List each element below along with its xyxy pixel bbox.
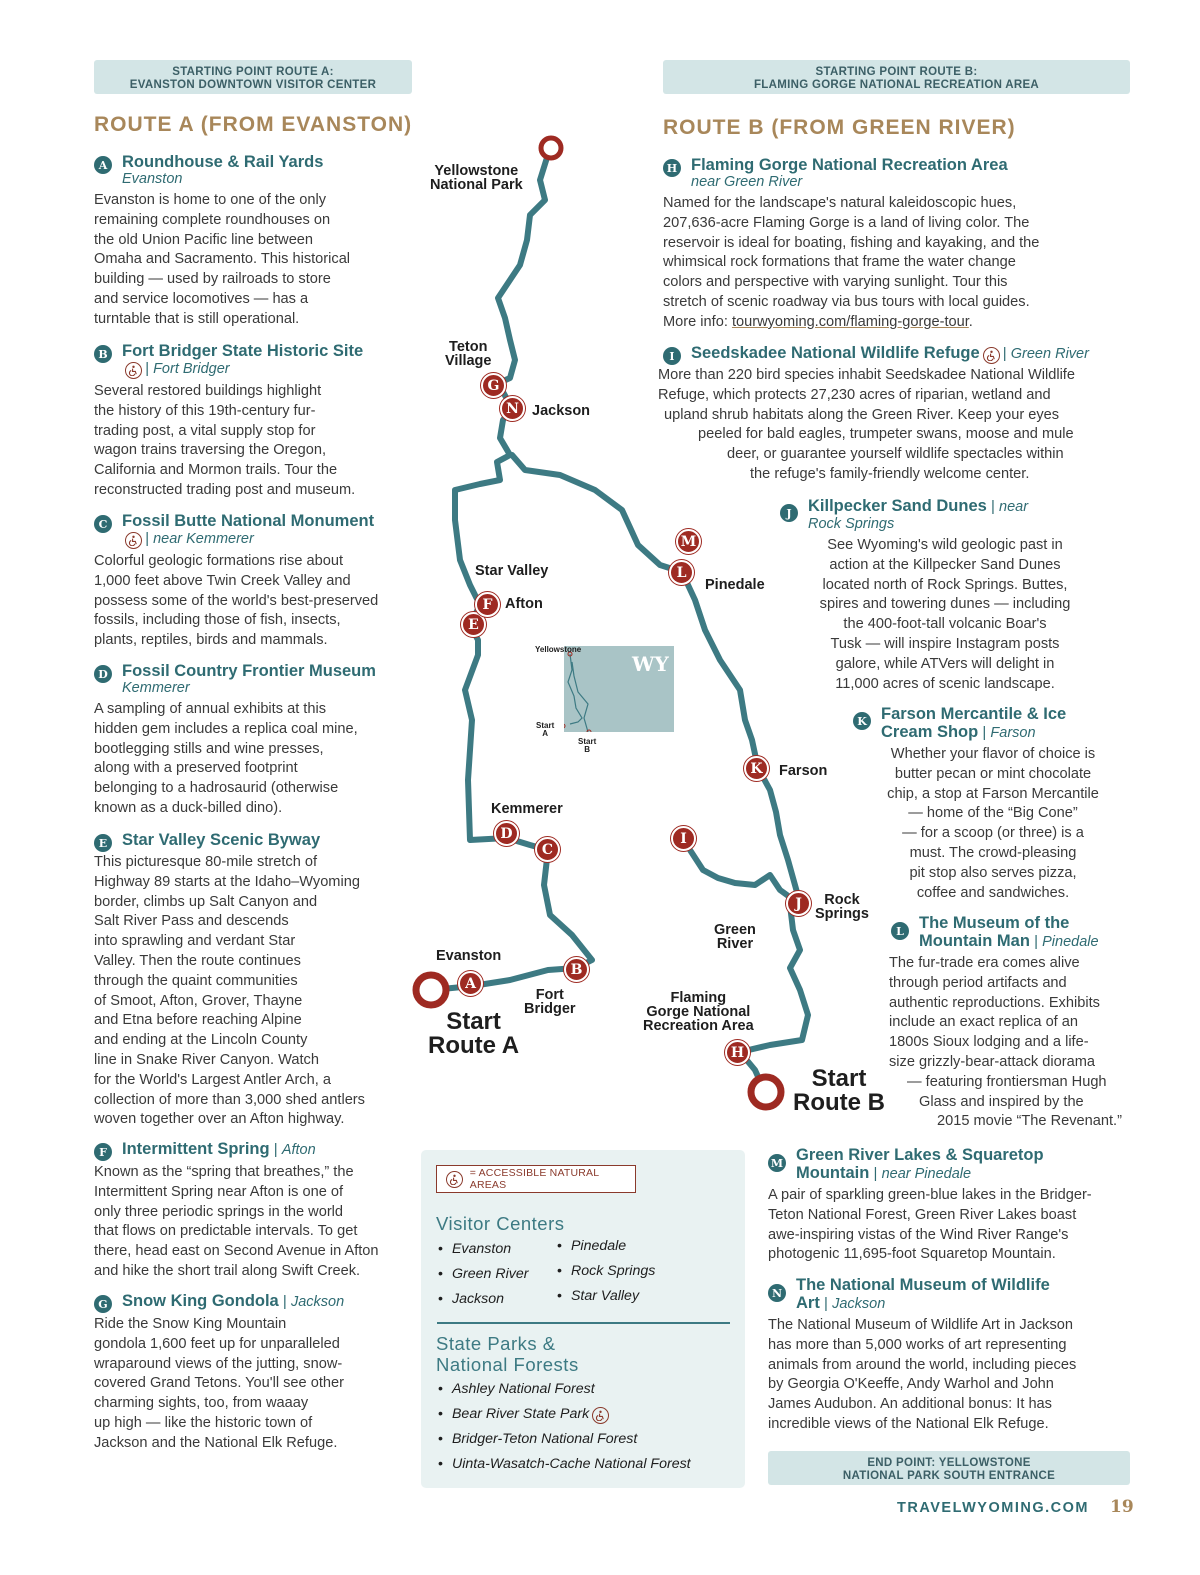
body-line: through period artifacts and xyxy=(889,974,1067,991)
letter-badge: B xyxy=(94,345,112,363)
body-line: A pair of sparkling green-blue lakes in the Bridger- xyxy=(768,1187,1092,1203)
heading-line: National Forests xyxy=(436,1354,579,1375)
pinedale-label: Pinedale xyxy=(705,577,765,593)
inset-state-label: WY xyxy=(632,652,669,676)
entry-location: Kemmerer xyxy=(122,680,190,696)
route-b-heading: ROUTE B (FROM GREEN RIVER) xyxy=(663,116,1016,139)
map-pin-i[interactable]: I xyxy=(671,826,696,851)
body-line: 2015 movie “The Revenant.” xyxy=(937,1113,1122,1130)
entry-title: Fossil Country Frontier Museum xyxy=(122,662,376,680)
map-pin-g[interactable]: G xyxy=(481,373,506,398)
body-line: located north of Rock Springs. Buttes, xyxy=(822,576,1068,593)
map-pin-a[interactable]: A xyxy=(458,971,483,996)
label-line: Start xyxy=(811,1065,867,1092)
website-url[interactable]: TRAVELWYOMING.COM xyxy=(897,1500,1089,1516)
body-line: up high — like the historic town of xyxy=(94,1414,313,1431)
entry-title: Star Valley Scenic Byway xyxy=(122,831,321,849)
banner-line: END POINT: YELLOWSTONE xyxy=(867,1457,1031,1469)
body-line: the history of this 19th-century fur- xyxy=(94,402,316,419)
entry-c: C Fossil Butte National Monument | near Kemmerer Colorful geologic formations rise about 1,000 feet above Twin Creek Valley and possess some of the world's best-preserved fossils, including those of fish, insects, plants, reptiles, birds and mammals. xyxy=(94,512,414,651)
body-line: border, climbs up Salt Canyon and xyxy=(94,893,318,910)
inset-start-b-label xyxy=(578,738,596,754)
visitor-center-item: • Rock Springs xyxy=(557,1263,655,1279)
letter-badge: K xyxy=(853,712,871,730)
body-line: Named for the landscape's natural kaleidoscopic hues, xyxy=(663,195,1017,211)
body-line: 1,000 feet above Twin Creek Valley and xyxy=(94,572,351,589)
body-line: known as a duck-billed dino). xyxy=(94,799,283,816)
entry-g: G Snow King Gondola | Jackson Ride the Snow King Mountain gondola 1,600 feet up for unparalleled wraparound views of the jutting, snow- covered Grand Tetons. You'll see other charming sights, too, from waaay up high — like the historic town of Jackson and the National Elk Refuge. xyxy=(94,1292,414,1454)
label-line: Green xyxy=(714,922,756,938)
body-line: James Audubon. An additional bonus: It has xyxy=(768,1396,1052,1413)
inset-line: Start xyxy=(578,737,597,746)
entry-title: Fort Bridger State Historic Site xyxy=(122,342,364,360)
body-line: spires and towering dunes — including xyxy=(819,596,1071,613)
body-line: Salt River Pass and descends xyxy=(94,913,289,930)
label-line: Teton xyxy=(449,339,488,355)
letter-badge: D xyxy=(94,665,112,683)
map-pin-k[interactable]: K xyxy=(744,756,769,781)
map-pin-l[interactable]: L xyxy=(669,560,694,585)
entry-k: K Farson Mercantile & Ice Cream Shop | Farson Whether your flavor of choice is butter pecan or mint chocolate chip, a stop at Farson Mercantile — home of the “Big Cone” — for a scoop (or three) is a must. The crowd-pleasing pit stop also serves pizza, coffee and sandwiches. xyxy=(853,705,1133,903)
kemmerer-label: Kemmerer xyxy=(491,801,563,817)
letter-badge: C xyxy=(94,515,112,533)
body-line: gondola 1,600 feet up for unparalleled xyxy=(94,1335,340,1352)
map-pin-n[interactable]: N xyxy=(500,396,525,421)
body-line: the old Union Pacific line between xyxy=(94,231,314,248)
body-line: incredible views of the National Elk Refuge. xyxy=(768,1415,1049,1432)
start-route-b-label xyxy=(793,1067,885,1115)
fort-bridger-label xyxy=(524,988,576,1016)
entry-title-2: Mountain Man xyxy=(919,932,1030,950)
green-river-label xyxy=(714,923,756,951)
body-line: photogenic 11,695-foot Squaretop Mountain. xyxy=(768,1246,1056,1263)
body-line: and Etna before reaching Alpine xyxy=(94,1012,302,1029)
state-park-item xyxy=(438,1406,612,1424)
start-b-marker xyxy=(751,1077,781,1107)
afton-label: Afton xyxy=(505,596,543,612)
body-line: woven together over an Afton highway. xyxy=(94,1111,345,1128)
accessible-icon xyxy=(446,1171,463,1188)
body-line: for the World's Largest Antler Arch, a xyxy=(94,1071,331,1088)
banner-line: STARTING POINT ROUTE A: xyxy=(172,66,334,78)
body-line: into sprawling and verdant Star xyxy=(94,933,296,950)
entry-location: near xyxy=(999,499,1029,515)
body-line: A sampling of annual exhibits at this xyxy=(94,701,327,717)
body-line: along with a preserved footprint xyxy=(94,760,298,777)
body-line: and ending at the Lincoln County xyxy=(94,1032,308,1049)
body-line: stretch of scenic roadway via bus tours with local guides. xyxy=(663,293,1030,310)
body-line: chip, a stop at Farson Mercantile xyxy=(887,785,1099,802)
body-line: — featuring frontiersman Hugh xyxy=(907,1073,1107,1090)
body-line: See Wyoming's wild geologic past in xyxy=(827,537,1063,553)
yellowstone-marker xyxy=(541,138,561,158)
body-line: Evanston is home to one of the only xyxy=(94,192,327,208)
letter-badge: I xyxy=(663,347,681,365)
inset-line: Start xyxy=(536,721,555,730)
body-line: the refuge's family-friendly welcome center. xyxy=(750,465,1030,482)
body-line: there, head east on Second Avenue in Afton xyxy=(94,1243,379,1260)
body-line: of Smoot, Afton, Grover, Thayne xyxy=(94,992,303,1009)
body-line: galore, while ATVers will delight in xyxy=(835,655,1055,672)
banner-line: EVANSTON DOWNTOWN VISITOR CENTER xyxy=(129,79,377,91)
body-line: Colorful geologic formations rise about xyxy=(94,553,344,569)
entry-title: Flaming Gorge National Recreation Area xyxy=(691,156,1008,174)
label-line: Route B xyxy=(793,1089,885,1116)
body-line: Teton National Forest, Green River Lakes boast xyxy=(768,1206,1077,1223)
more-info-label: More info: xyxy=(663,313,732,330)
inset-line: A xyxy=(542,729,548,738)
entry-title: Fossil Butte National Monument xyxy=(122,512,375,530)
entry-j: J Killpecker Sand Dunes | near Rock Springs See Wyoming's wild geologic past in action at the Killpecker Sand Dunes located north of Rock Springs. Buttes, spires and towering dunes — including the 400-foot-tall volcanic Boar's Tusk — will inspire Instagram posts galore, while ATVers will delight in 11,000 acres of scenic landscape. xyxy=(780,497,1110,694)
state-park-item: • Bridger-Teton National Forest xyxy=(438,1431,637,1447)
label-line: Yellowstone xyxy=(434,163,519,179)
entry-m: M Green River Lakes & Squaretop Mountain | near Pinedale A pair of sparkling green-blue lakes in the Bridger- Teton National Forest, Green River Lakes boast awe-inspiring vistas of the Wind River Range's photogenic 11,695-foot Squaretop Mountain. xyxy=(768,1146,1138,1265)
letter-badge: N xyxy=(768,1284,786,1302)
body-line: — home of the “Big Cone” xyxy=(908,805,1078,822)
route-a-heading: ROUTE A (FROM EVANSTON) xyxy=(94,113,413,136)
body-line: remaining complete roundhouses on xyxy=(94,211,331,228)
entry-title: Roundhouse & Rail Yards xyxy=(122,153,324,171)
entry-f: F Intermittent Spring | Afton Known as the “spring that breathes,” the Intermittent Spring near Afton is one of only three periodic springs in the world that flows on predictable intervals. To get there, head east on Second Avenue in Afton and hike the short trail along Swift Creek. xyxy=(94,1140,414,1282)
entry-location-2: Rock Springs xyxy=(808,516,895,532)
inset-start-a-label xyxy=(536,722,554,738)
farson-label: Farson xyxy=(779,763,828,779)
body-line: Tusk — will inspire Instagram posts xyxy=(830,635,1060,652)
entry-location: near Kemmerer xyxy=(153,531,254,547)
letter-badge: L xyxy=(891,922,909,940)
map-pin-f[interactable]: F xyxy=(475,592,500,617)
banner-line: STARTING POINT ROUTE B: xyxy=(815,66,978,78)
body-line: through the quaint communities xyxy=(94,972,298,989)
label-line: Fort xyxy=(535,987,564,1003)
state-parks-heading xyxy=(436,1333,579,1375)
label-line: Gorge National xyxy=(646,1004,751,1020)
body-line: coffee and sandwiches. xyxy=(916,884,1070,901)
body-line: turntable that is still operational. xyxy=(94,310,300,327)
label-line: Route A xyxy=(428,1032,520,1059)
body-line: authentic reproductions. Exhibits xyxy=(889,994,1100,1011)
body-line: Valley. Then the route continues xyxy=(94,952,301,969)
flaming-gorge-tour-link[interactable]: tourwyoming.com/flaming-gorge-tour xyxy=(731,313,969,330)
entry-n: N The National Museum of Wildlife Art | Jackson The National Museum of Wildlife Art in Jackson has more than 5,000 works of art representing animals from around the world, including pieces by Georgia O'Keeffe, Andy Warhol and John James Audubon. An additional bonus: It has incredible views of the National Elk Refuge. xyxy=(768,1276,1138,1435)
flaming-gorge-label xyxy=(643,991,754,1033)
body-line: that flows on predictable intervals. To get xyxy=(94,1223,358,1240)
map-pin-h[interactable]: H xyxy=(725,1040,750,1065)
body-line: size grizzly-bear-attack diorama xyxy=(889,1053,1096,1070)
body-line: line in Snake River Canyon. Watch xyxy=(94,1051,319,1068)
evanston-label: Evanston xyxy=(436,948,502,964)
entry-location: Pinedale xyxy=(1042,934,1099,950)
body-line: bootlegging stills and wine presses, xyxy=(94,740,324,757)
start-a-marker xyxy=(416,975,446,1005)
body-line: animals from around the world, including pieces xyxy=(768,1356,1077,1373)
entry-title: Snow King Gondola xyxy=(122,1292,279,1310)
body-line: and hike the short trail along Swift Creek. xyxy=(94,1262,361,1279)
visitor-center-item: • Evanston xyxy=(438,1241,511,1257)
body-line: California and Mormon trails. Tour the xyxy=(94,462,338,479)
visitor-center-item: • Star Valley xyxy=(557,1288,639,1304)
label-line: Rock xyxy=(824,892,860,908)
map-pin-b[interactable]: B xyxy=(564,957,589,982)
map-pin-j[interactable]: J xyxy=(786,891,811,916)
entry-location: near Green River xyxy=(691,174,803,190)
body-line: the 400-foot-tall volcanic Boar's xyxy=(843,616,1047,633)
entry-location: near Pinedale xyxy=(881,1166,972,1182)
visitor-center-item: • Pinedale xyxy=(557,1238,626,1254)
entry-title-2: Mountain xyxy=(796,1164,870,1182)
body-line: trading post, a vital supply stop for xyxy=(94,422,316,439)
entry-title: Green River Lakes & Squaretop xyxy=(796,1146,1044,1164)
yellowstone-label xyxy=(430,164,523,192)
page-number: 19 xyxy=(1110,1497,1134,1517)
body-line: The fur-trade era comes alive xyxy=(889,955,1080,971)
body-line: awe-inspiring vistas of the Wind River Range's xyxy=(768,1226,1069,1243)
body-line: This picturesque 80-mile stretch of xyxy=(94,854,318,870)
entry-location: Jackson xyxy=(832,1296,886,1312)
body-line: wraparound views of the jutting, snow- xyxy=(94,1355,343,1372)
map-pin-m[interactable]: M xyxy=(676,529,701,554)
label-line: Village xyxy=(445,353,492,369)
entry-location: Jackson xyxy=(290,1294,345,1310)
label-line: Bridger xyxy=(524,1001,576,1017)
entry-title: The Museum of the xyxy=(919,914,1070,932)
legend-divider xyxy=(437,1322,730,1324)
body-line: 207,636-acre Flaming Gorge is a land of living color. The xyxy=(663,214,1030,231)
entry-location: Farson xyxy=(990,725,1036,741)
label-line: River xyxy=(716,936,754,952)
heading-line: State Parks & xyxy=(436,1333,556,1354)
banner-line: FLAMING GORGE NATIONAL RECREATION AREA xyxy=(753,79,1040,91)
body-line: collection of more than 3,000 shed antlers xyxy=(94,1091,365,1108)
visitor-centers-heading: Visitor Centers xyxy=(436,1213,565,1234)
more-info-end: . xyxy=(968,313,973,330)
entry-title-2: Cream Shop xyxy=(881,723,979,741)
state-park-item: • Ashley National Forest xyxy=(438,1381,595,1397)
banner-line: NATIONAL PARK SOUTH ENTRANCE xyxy=(842,1470,1056,1482)
body-line: fossils, including those of fish, insects, xyxy=(94,612,341,629)
body-line: Glass and inspired by the xyxy=(919,1093,1084,1110)
body-line: 11,000 acres of scenic landscape. xyxy=(835,675,1055,692)
label-line: Recreation Area xyxy=(643,1018,754,1034)
entry-location: Afton xyxy=(281,1142,316,1158)
letter-badge: F xyxy=(94,1143,112,1161)
label-line: Flaming xyxy=(670,990,727,1006)
body-line: possess some of the world's best-preserved xyxy=(94,592,379,609)
body-line: More than 220 bird species inhabit Seedskadee National Wildlife xyxy=(658,367,1075,383)
visitor-center-item: • Green River xyxy=(438,1266,528,1282)
body-line: has more than 5,000 works of art representing xyxy=(768,1336,1067,1353)
body-line: by Georgia O'Keeffe, Andy Warhol and John xyxy=(768,1376,1054,1393)
body-line: Intermittent Spring near Afton is one of xyxy=(94,1183,344,1200)
letter-badge: E xyxy=(94,834,112,852)
body-line: pit stop also serves pizza, xyxy=(909,864,1077,881)
map-pin-e[interactable]: E xyxy=(461,612,486,637)
teton-village-label xyxy=(445,340,491,368)
body-line: 1800s Sioux lodging and a life- xyxy=(889,1034,1089,1051)
body-line: upland shrub habitats along the Green River. Keep your eyes xyxy=(664,406,1060,423)
map-pin-d[interactable]: D xyxy=(494,821,519,846)
body-line: Several restored buildings highlight xyxy=(94,383,322,399)
accessible-legend-text: = ACCESSIBLE NATURAL AREAS xyxy=(469,1167,599,1191)
letter-badge: A xyxy=(94,156,112,174)
label-line: National Park xyxy=(430,177,523,193)
entry-title: The National Museum of Wildlife xyxy=(796,1276,1050,1294)
rock-springs-label xyxy=(815,893,869,921)
body-line: deer, or guarantee yourself wildlife spectacles within xyxy=(727,446,1064,463)
map-pin-c[interactable]: C xyxy=(535,837,560,862)
body-line: Known as the “spring that breathes,” the xyxy=(94,1164,354,1180)
body-line: Omaha and Sacramento. This historical xyxy=(94,251,351,268)
body-line: whimsical rock formations that frame the water change xyxy=(663,254,1016,271)
star-valley-label: Star Valley xyxy=(475,563,549,579)
label-line: Springs xyxy=(815,906,869,922)
entry-location: Green River xyxy=(1010,346,1089,362)
body-line: reservoir is ideal for boating, fishing and kayaking, and the xyxy=(663,234,1040,251)
entry-title: Seedskadee National Wildlife Refuge xyxy=(691,344,980,362)
entry-b: B Fort Bridger State Historic Site | Fort Bridger Several restored buildings highlight the history of this 19th-century fur- trading post, a vital supply stop for wagon trains traversing the Oregon, California and Mormon trails. Tour the reconstructed trading post and museum. xyxy=(94,342,414,501)
body-line: peeled for bald eagles, trumpeter swans, moose and mule xyxy=(698,426,1074,443)
body-line: must. The crowd-pleasing xyxy=(909,844,1077,861)
entry-title: Farson Mercantile & Ice xyxy=(881,705,1067,723)
letter-badge: H xyxy=(663,159,681,177)
visitor-center-item: • Jackson xyxy=(438,1291,504,1307)
entry-i: I Seedskadee National Wildlife Refuge | Green River More than 220 bird species inhabit Seedskadee National Wildlife Refuge, which protects 27,230 acres of riparian, wetland and upland shrub habitats along the Green River. Keep your eyes peeled for bald eagles, trumpeter swans, moose and mule deer, or guarantee yourself wildlife spectacles within the refuge's family-friendly welcome center. xyxy=(663,344,1138,485)
body-line: building — used by railroads to store xyxy=(94,271,331,288)
entry-title-2: Art xyxy=(796,1294,820,1312)
body-line: Jackson and the National Elk Refuge. xyxy=(94,1434,338,1451)
inset-line: B xyxy=(584,745,590,754)
body-line: reconstructed trading post and museum. xyxy=(94,481,356,498)
accessible-icon xyxy=(592,1407,609,1424)
body-line: butter pecan or mint chocolate xyxy=(894,765,1092,782)
body-line: Highway 89 starts at the Idaho–Wyoming xyxy=(94,873,360,890)
letter-badge: G xyxy=(94,1295,112,1313)
entry-l: L The Museum of the Mountain Man | Pinedale The fur-trade era comes alive through period artifacts and authentic reproductions. Exhibits include an exact replica of an 1800s Sioux lodging and a life- size grizzly-bear-attack diorama — featuring frontiersman Hugh Glass and inspired by the 2015 movie “The Revenant.” xyxy=(891,914,1136,1132)
body-line: charming sights, too, from waaay xyxy=(94,1395,309,1412)
body-line: covered Grand Tetons. You'll see other xyxy=(94,1375,344,1392)
body-line: Refuge, which protects 27,230 acres of riparian, wetland and xyxy=(658,386,1051,403)
letter-badge: J xyxy=(780,504,798,522)
entry-location: Evanston xyxy=(122,171,183,187)
body-line: hidden gem includes a replica coal mine, xyxy=(94,720,358,737)
body-line: and service locomotives — has a xyxy=(94,290,309,307)
body-line: colors and perspective with varying sunlight. Tour this xyxy=(663,274,1008,291)
entry-title: Intermittent Spring xyxy=(122,1140,270,1158)
body-line: action at the Killpecker Sand Dunes xyxy=(829,556,1061,573)
jackson-label: Jackson xyxy=(532,403,591,419)
body-line: include an exact replica of an xyxy=(889,1014,1079,1031)
entry-title: Killpecker Sand Dunes xyxy=(808,497,987,515)
body-line: wagon trains traversing the Oregon, xyxy=(94,442,327,459)
body-line: plants, reptiles, birds and mammals. xyxy=(94,632,328,649)
body-line: Whether your flavor of choice is xyxy=(890,746,1096,762)
start-route-a-label xyxy=(428,1010,519,1058)
entry-location: Fort Bridger xyxy=(153,361,230,377)
inset-yellowstone-label: Yellowstone xyxy=(535,645,582,654)
body-line: belonging to a hadrosaurid (otherwise xyxy=(94,780,339,797)
state-park-name: Bear River State Park xyxy=(451,1406,590,1422)
letter-badge: M xyxy=(768,1154,786,1172)
body-line: only three periodic springs in the world xyxy=(94,1203,344,1220)
state-park-item: • Uinta-Wasatch-Cache National Forest xyxy=(438,1456,691,1472)
body-line: The National Museum of Wildlife Art in Jackson xyxy=(768,1317,1073,1333)
label-line: Start xyxy=(446,1008,501,1035)
accessible-legend xyxy=(436,1165,636,1193)
body-line: — for a scoop (or three) is a xyxy=(902,825,1084,842)
body-line: Ride the Snow King Mountain xyxy=(94,1316,287,1332)
